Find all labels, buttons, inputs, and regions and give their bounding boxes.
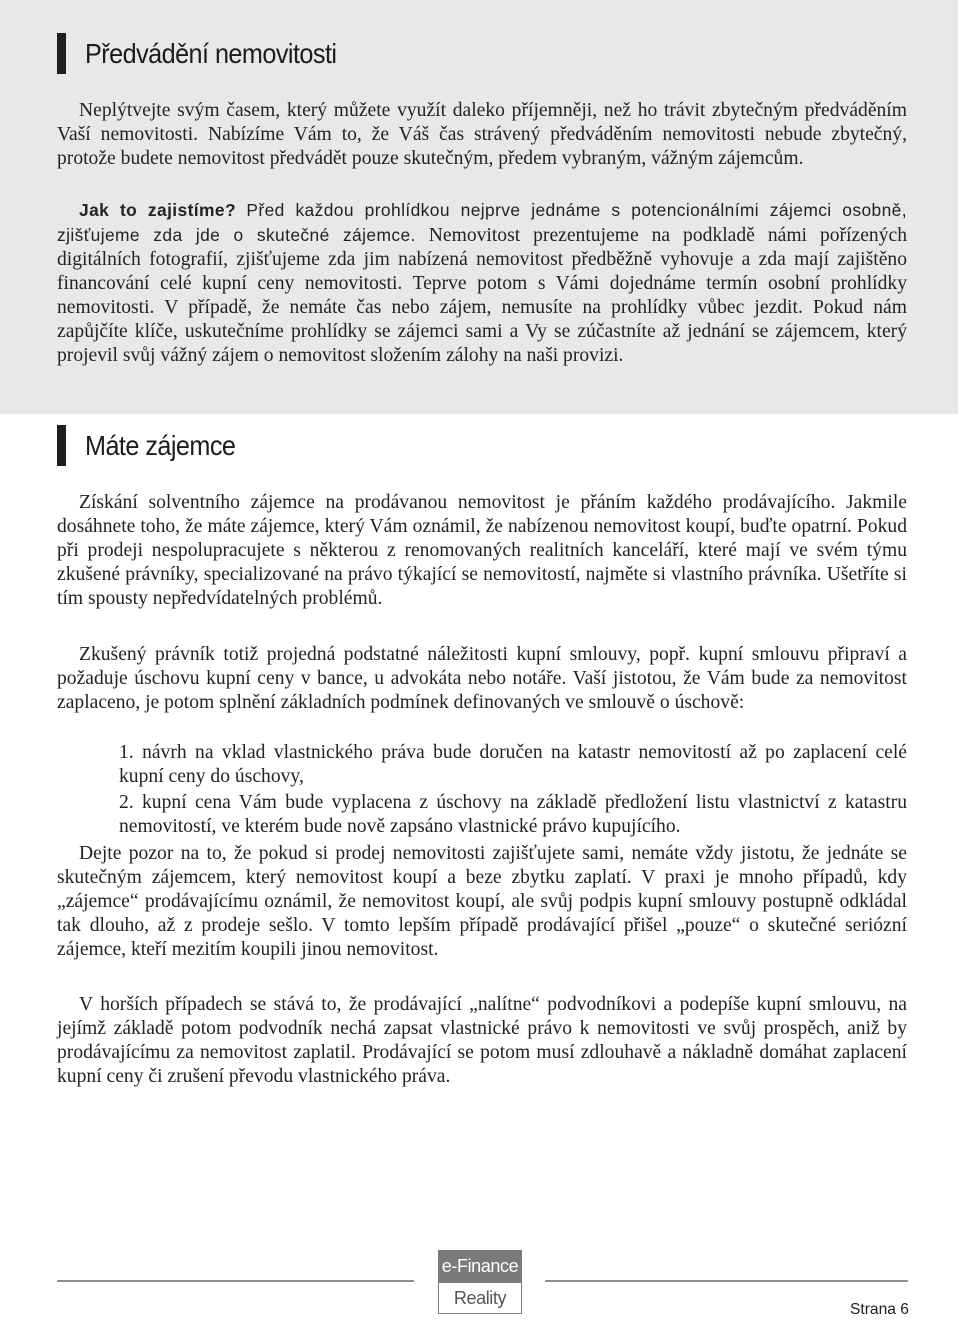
heading-bar: [57, 425, 66, 466]
section-heading-mate-zajemce: [57, 425, 252, 466]
paragraph-2: Zkušený právník totiž projedná podstatné náležitosti kupní smlouvy, popř. kupní smlouvu připraví a požaduje úschovu kupní ceny v bance, u advokáta nebo notáře. Vaší jistotou, že Vám bude za nemovitost zaplaceno, je potom splnění základních podmínek definovaných ve smlouvě o úschově:: [57, 644, 907, 713]
paragraph-1: Získání solventního zájemce na prodávanou nemovitost je přáním každého prodávajícího. Jakmile dosáhnete toho, že máte zájemce, který Vám oznámil, že nabízenou nemovitost koupí, buďte opatrní. Pokud při prodeji nespolupracujete s některou z renomovaných realitních kanceláří, které mají ve svém týmu zkušené právníky, specializované na právo týkající se nemovitostí, najměte si vlastního právníka. Ušetříte si tím spousty nepředvídatelných problémů.: [57, 492, 907, 609]
efinance-reality-logo: [438, 1250, 522, 1316]
answer-sans-text: Před každou prohlídkou nejprve jednáme s potencionálními zájemci osobně, zjišťujeme zda jde o skutečné zájemce.: [57, 200, 907, 245]
answer-text: Nemovitost prezentujeme na podkladě námi pořízených digitálních fotografií, zjišťujeme zda jim nabízená nemovitost předběžně vyhovuje a zda mají zajištěno financování celé kupní ceny nemovitosti. Teprve potom s Vámi dojednáme termín osobní prohlídky nemovitosti. V případě, že nemáte čas nebo zájem, nemusíte na prohlídky vůbec jezdit. Pokud nám zapůjčíte klíče, uskutečníme prohlídky se zájemci sami a Vy se zúčastníte až jednání se zájemcem, který projevil svůj vážný zájem o nemovitost složením zálohy na naši provizi.: [57, 225, 908, 366]
paragraph-4: V horších případech se stává to, že prodávající „nalítne“ podvodníkovi a podepíše kupní smlouvu, na jejímž základě potom podvodník nechá zapsat vlastnické právo k nemovitosti ve svůj prospěch, aniž by prodávajícímu za nemovitost zaplatil. Prodávající se potom musí zdlouhavě a nákladně domáhat zaplacení kupní ceny či zrušení převodu vlastnického práva.: [57, 994, 907, 1087]
heading-bar: [57, 33, 66, 74]
intro-paragraph: Neplýtvejte svým časem, který můžete využít daleko příjemněji, než ho trávit zbytečným předváděním Vaší nemovitosti. Nabízíme Vám to, že Váš čas strávený předváděním nemovitosti nebude zbytečný, protože budete nemovitost předvádět pouze skutečným, předem vybraným, vážným zájemcům.: [57, 100, 907, 169]
question-paragraph: [57, 198, 907, 368]
paragraph-3: Dejte pozor na to, že pokud si prodej nemovitosti zajišťujete sami, nemáte vždy jistotu, že jednáte se skutečným zájemcem, který nemovitost koupí a beze zbytku zaplatí. V praxi je mnoho případů, kdy „zájemce“ prodávajícímu oznámil, že nemovitost koupí, ale svůj podpis kupní smlouvy postupně odkládal tak dlouho, až z prodeje sešlo. V tomto lepším případě prodávající přišel „pouze“ o skutečné seriózní zájemce, kteří mezitím koupili jinou nemovitost.: [57, 843, 907, 960]
section-title: Předvádění nemovitosti: [85, 37, 337, 69]
list-item: 2. kupní cena Vám bude vyplacena z úschovy na základě předložení listu vlastnictví z katastru nemovitostí, ve kterém bude nově zapsáno vlastnické právo kupujícího.: [119, 792, 907, 837]
list-item: 1. návrh na vklad vlastnického práva bude doručen na katastr nemovitostí až po zaplacení celé kupní ceny do úschovy,: [119, 742, 907, 787]
footer-rule-right: [545, 1280, 908, 1282]
section-title: Máte zájemce: [85, 429, 236, 461]
page-number: Strana 6: [850, 1301, 909, 1318]
logo-top: e-Finance: [438, 1250, 522, 1282]
section-heading-predvadeni: [57, 33, 364, 74]
question-label: Jak to zajistíme?: [79, 200, 236, 220]
footer-rule-left: [57, 1280, 414, 1282]
logo-bottom: Reality: [438, 1282, 522, 1314]
